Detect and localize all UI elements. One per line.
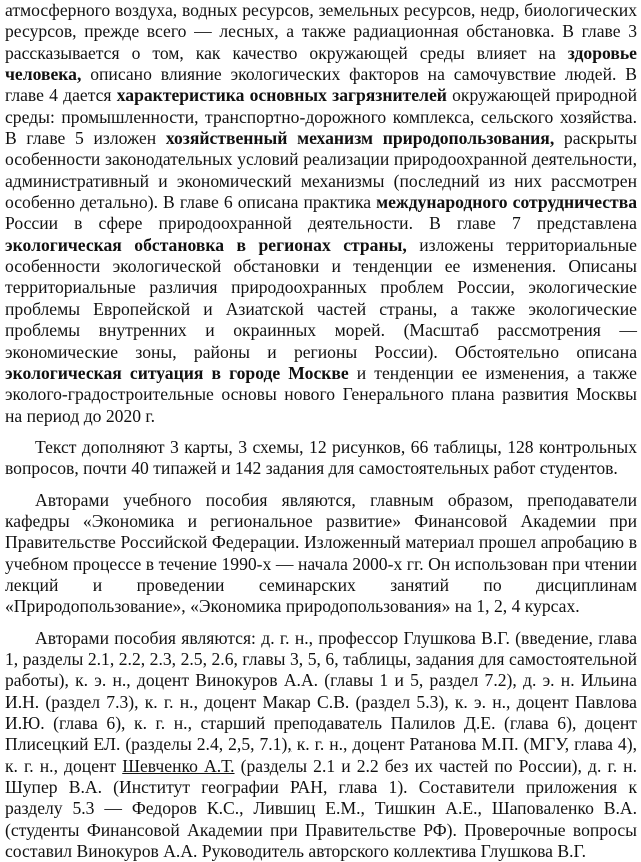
text-segment: Авторами пособия являются: д. г. н., профессор Глушкова В.Г. (введение, глава 1, разделы 2.1, 2.2, 2.3, 2.5, 2.6, главы 3, 5, 6, таблицы, задания для самостоятельной работы), к. э. н., доцент Винокуров А.А. (главы 1 и 5, раздел 7.2), д. э. н. Ильина И.Н. (раздел 7.3), к. г. н., доцент Макар С.В. (раздел 5.3), к. э. н., доцент Павлова И.Ю. (глава 6), к. г. н., старший преподаватель Палилов Д.Е. (глава 6), доцент Плисецкий ЕЛ. (разделы 2.4, 2,5, 7.1 <box>5 627 637 755</box>
text-segment: изложены территориальные особенности экологической обстановки и тенденции ее изменения. Описаны территориальные различия природоохранных проблем России, экологические проблемы Европейской и Азиатской частей страны, а также экологические проблемы внутренних и окраинных морей. (Масштаб рассмотрения — экономические зоны, районы и регионы России). Обстоятельно описана <box>5 234 637 362</box>
bold-phrase: международного сотрудничества <box>376 192 637 213</box>
text-segment: описано влияние экологических факторов на самочувствие людей. В главе 4 дается <box>5 64 637 106</box>
bold-phrase: экологическая обстановка в регионах страны, <box>5 234 407 255</box>
text-segment: окружающей природной среды: промышленности, транспортно-дорожного комплекса, сельского хозяйства. В главе 5 изложен <box>5 85 637 149</box>
document-page <box>5 0 637 862</box>
underlined-author-name: Шевченко А.Т. <box>122 755 235 776</box>
text-segment: к. г. н., доцент Ратанова М.П. (МГУ, глава 4), к. г. н., доцент <box>5 734 637 776</box>
bold-phrase: хозяйственный механизм природопользования, <box>165 128 555 149</box>
text-segment: атмосферного воздуха, водных ресурсов, земельных ресурсов, недр, биологических ресурсов, прежде всего — лесных, а также радиационная обстановка. В главе 3 рассказывается о том, как качество окружающей среды влияет на <box>5 0 637 63</box>
underlined-text: ), <box>281 734 292 755</box>
paragraph-author-list <box>5 628 637 862</box>
text-segment: Текст дополняют 3 карты, 3 схемы, 12 рисунков, 66 таблицы, 128 контрольных вопросов, почти 40 типажей и 142 задания для самостоятельных работ студентов. <box>5 436 637 479</box>
bold-phrase: экологическая ситуация в городе Москве <box>5 362 349 383</box>
bold-phrase: здоровье человека, <box>5 42 637 85</box>
bold-phrase: характеристика основных загрязнителей <box>116 85 447 106</box>
paragraph-authors-institution <box>5 490 637 618</box>
text-segment: и тенденции ее изменения, а также эколого-градостроительные основы нового Генерального плана развития Москвы на период до 2020 г. <box>5 362 637 426</box>
text-segment: раскрыты особенности законодательных условий реализации природоохранной деятельности, административный и экономический механизмы (последний из них рассмотрен особенно детально). В главе 6 описана практика <box>5 128 637 213</box>
text-segment: России в сфере природоохранной деятельности. В главе 7 представлена <box>5 213 637 234</box>
text-segment: Авторами учебного пособия являются, главным образом, преподаватели кафедры «Экономика и региональное развитие» Финансовой Академии при Правительстве Российской Федерации. Изложенный материал прошел апробацию в учебном процессе в течение 1990-х — начала 2000-х гг. Он использован при чтении лекций и проведении семинарских занятий по дисциплинам «Природопользование», «Экономика природопользования» на 1, 2, 4 курсах. <box>5 489 637 617</box>
paragraph-supplements <box>5 437 637 480</box>
paragraph-chapters-overview <box>5 0 637 427</box>
text-segment: (разделы 2.1 и 2.2 без их частей по России), д. г. н. Шупер В.А. (Институт географии РАН, глава 1). Составители приложения к разделу 5.3 — Федоров К.С., Лившиц Е.М., Тишкин А.Е., Шаповаленко В.А. (студенты Финансовой Академии при Правительстве РФ). Проверочные вопросы составил Винокуров А.А. Руководитель авторского коллектива Глушкова В.Г. <box>5 755 637 862</box>
